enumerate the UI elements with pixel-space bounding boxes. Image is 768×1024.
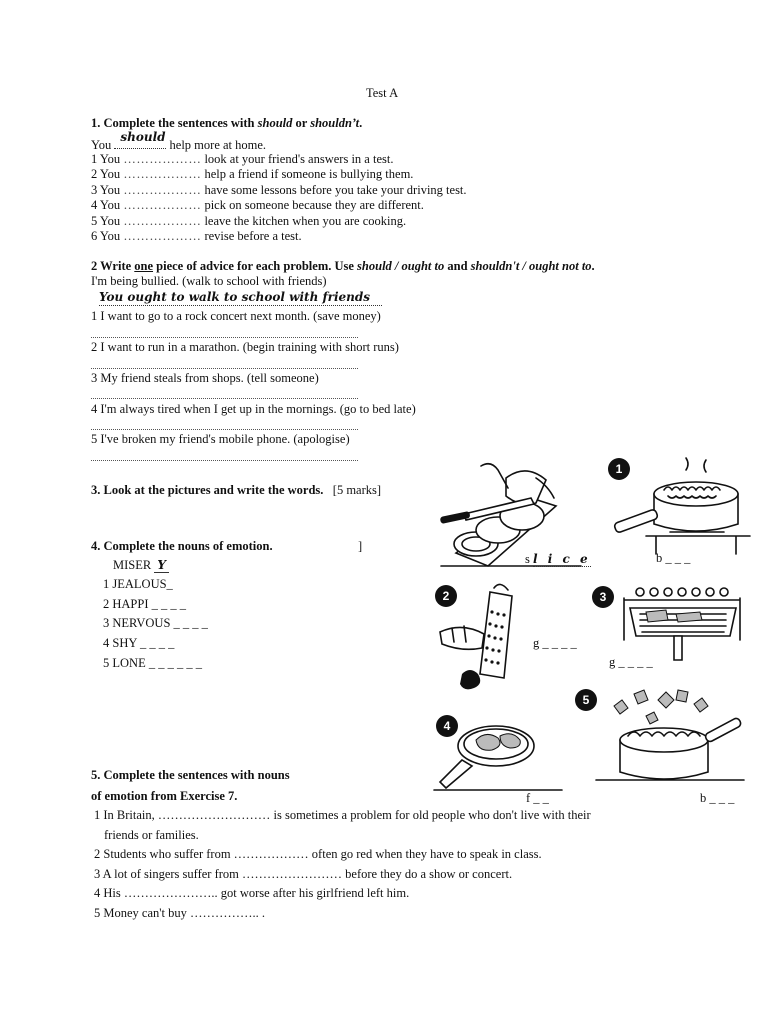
ex1-item: 3 You ……………… have some lessons before you take your driving test.: [91, 183, 467, 197]
page-title: Test A: [366, 86, 399, 100]
ex4-example: MISER Y: [113, 558, 169, 573]
grating-cheese-illustration: [432, 582, 532, 694]
boiling-pan-illustration: [606, 456, 752, 556]
ex2-example-answer: You ought to walk to school with friends: [99, 290, 382, 306]
ex4-item: 1 JEALOUS_: [103, 577, 173, 591]
ex4-item: 4 SHY _ _ _ _: [103, 636, 175, 650]
ex5-item: 4 His ………………….. got worse after his girlfriend left him.: [94, 886, 410, 900]
boiling-vegetables-illustration: [574, 686, 748, 790]
ex5-item-continued: friends or families.: [104, 828, 199, 842]
picture-label-3: g _ _ _ _: [609, 655, 653, 669]
ex2-item: 2 I want to run in a marathon. (begin training with short runs): [91, 340, 399, 354]
ex5-heading-line2: of emotion from Exercise 7.: [91, 789, 238, 803]
ex1-item: 6 You ……………… revise before a test.: [91, 229, 302, 243]
svg-text:2: 2: [442, 589, 450, 603]
ex5-item: 5 Money can't buy …………….. .: [94, 906, 265, 920]
picture-label-4: f _ _: [526, 791, 549, 805]
ex5-item: 2 Students who suffer from ……………… often go red when they have to speak in class.: [94, 847, 542, 861]
svg-text:4: 4: [443, 719, 451, 733]
ex1-heading: 1. Complete the sentences with should or shouldn’t.: [91, 116, 363, 130]
ex4-item: 2 HAPPI _ _ _ _: [103, 597, 186, 611]
ex1-item: 5 You ……………… leave the kitchen when you are cooking.: [91, 214, 407, 228]
ex4-bracket: ]: [358, 539, 363, 553]
answer-line[interactable]: [91, 398, 358, 399]
ex1-example-answer: should: [120, 130, 166, 144]
svg-text:5: 5: [582, 693, 590, 707]
ex4-item: 3 NERVOUS _ _ _ _: [103, 616, 208, 630]
picture-label-2: g _ _ _ _: [533, 636, 577, 650]
ex5-item: 3 A lot of singers suffer from …………………… before they do a show or concert.: [94, 867, 513, 881]
ex1-example: You should help more at home.: [91, 130, 267, 152]
answer-line[interactable]: [91, 337, 358, 338]
svg-text:3: 3: [599, 590, 607, 604]
picture-label-example: s l i c e: [525, 552, 591, 566]
ex2-item: 5 I've broken my friend's mobile phone. (apologise): [91, 432, 350, 446]
ex1-item: 1 You ……………… look at your friend's answers in a test.: [91, 152, 394, 166]
picture-label-1: b _ _ _: [656, 551, 691, 565]
answer-line[interactable]: [91, 368, 358, 369]
svg-text:1: 1: [615, 462, 623, 476]
ex2-heading: 2 Write one piece of advice for each problem. Use should / ought to and shouldn't / ought not to.: [91, 259, 595, 273]
ex4-heading: 4. Complete the nouns of emotion.: [91, 539, 273, 553]
ex1-item: 2 You ……………… help a friend if someone is bullying them.: [91, 167, 414, 181]
ex3-heading: 3. Look at the pictures and write the words. [5 marks]: [91, 483, 382, 497]
answer-line[interactable]: [91, 460, 358, 461]
ex4-item: 5 LONE _ _ _ _ _ _: [103, 656, 202, 670]
picture-label-5: b _ _ _: [700, 791, 735, 805]
ex5-item: 1 In Britain, ……………………… is sometimes a problem for old people who don't live with their: [94, 808, 591, 822]
ex2-item: 3 My friend steals from shops. (tell someone): [91, 371, 319, 385]
ex1-item: 4 You ……………… pick on someone because they are different.: [91, 198, 424, 212]
frying-pan-illustration: [432, 712, 564, 792]
ex2-example-prompt: I'm being bullied. (walk to school with friends): [91, 274, 327, 288]
ex2-item: 4 I'm always tired when I get up in the mornings. (go to bed late): [91, 402, 416, 416]
ex5-heading-line1: 5. Complete the sentences with nouns: [91, 768, 290, 782]
answer-line[interactable]: [91, 429, 358, 430]
ex2-item: 1 I want to go to a rock concert next month. (save money): [91, 309, 381, 323]
